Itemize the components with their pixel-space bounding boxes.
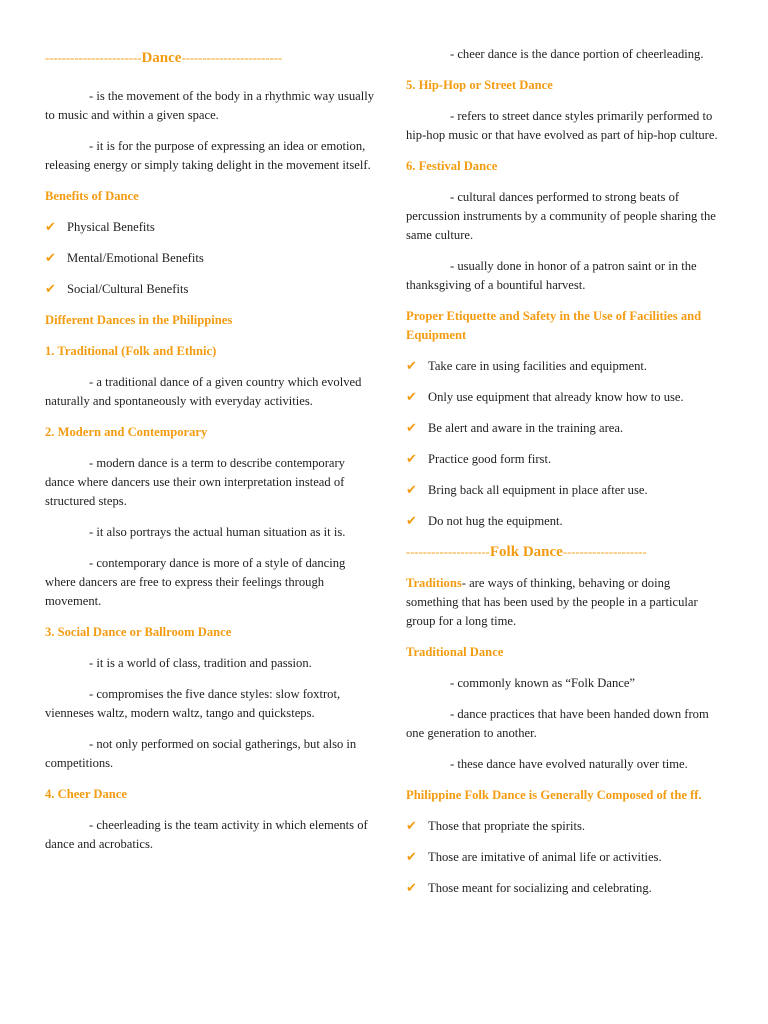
right-column <box>406 0 724 898</box>
list-item-text: Those are imitative of animal life or activities. <box>428 850 662 864</box>
list-item <box>406 817 724 836</box>
list-item-text: Take care in using facilities and equipment. <box>428 359 648 373</box>
section-heading: 1. Traditional (Folk and Ethnic) <box>45 344 217 358</box>
checkmark-icon: ✔ <box>406 850 417 865</box>
checkmark-icon: ✔ <box>406 390 417 405</box>
list-item <box>406 481 724 500</box>
checkmark-icon: ✔ <box>406 359 417 374</box>
list-item-text: Physical Benefits <box>67 220 155 234</box>
etiquette-heading: Proper Etiquette and Safety in the Use of Facilities and Equipment <box>406 309 702 342</box>
list-item-text: Those meant for socializing and celebrating. <box>428 881 652 895</box>
banner-title: Folk Dance <box>489 544 563 560</box>
checkmark-icon: ✔ <box>45 251 56 266</box>
list-item <box>406 879 724 898</box>
traditions-definition <box>406 574 724 631</box>
banner-title: Dance <box>141 50 182 66</box>
list-item-text: Only use equipment that already know how to use. <box>428 390 684 404</box>
list-item <box>406 388 724 407</box>
section-heading: Philippine Folk Dance is Generally Composed of the ff. <box>406 788 702 802</box>
list-item-text: Social/Cultural Benefits <box>67 282 189 296</box>
list-item <box>406 357 724 376</box>
paragraph: - a traditional dance of a given country which evolved naturally and spontaneously with everyday activities. <box>45 375 362 408</box>
banner-dashes: ----------------------- <box>45 51 142 65</box>
checkmark-icon: ✔ <box>406 514 417 529</box>
benefits-list <box>45 218 375 299</box>
banner-dashes: ------------------------ <box>181 51 283 65</box>
checkmark-icon: ✔ <box>45 282 56 297</box>
section-heading: Traditional Dance <box>406 645 504 659</box>
different-dances-heading: Different Dances in the Philippines <box>45 313 233 327</box>
section-heading: 2. Modern and Contemporary <box>45 425 208 439</box>
paragraph: - cheerleading is the team activity in which elements of dance and acrobatics. <box>45 818 368 851</box>
left-column <box>45 0 375 854</box>
list-item-text: Do not hug the equipment. <box>428 514 563 528</box>
paragraph: - contemporary dance is more of a style of dancing where dancers are free to express their feelings through movement. <box>45 556 346 608</box>
checkmark-icon: ✔ <box>406 881 417 896</box>
dance-definition: - it is for the purpose of expressing an idea or emotion, releasing energy or simply taking delight in the movement itself. <box>45 139 371 172</box>
dance-banner <box>45 49 375 68</box>
checkmark-icon: ✔ <box>406 819 417 834</box>
dance-definition: - is the movement of the body in a rhythmic way usually to music and within a given space. <box>45 89 375 122</box>
list-item <box>45 249 375 268</box>
paragraph: - compromises the five dance styles: slow foxtrot, vienneses waltz, modern waltz, tango and quicksteps. <box>45 687 341 720</box>
paragraph: - usually done in honor of a patron saint or in the thanksgiving of a bountiful harvest. <box>406 259 697 292</box>
paragraph: - refers to street dance styles primarily performed to hip-hop music or that have evolved as part of hip-hop culture. <box>406 109 718 142</box>
paragraph: - commonly known as “Folk Dance” <box>450 676 636 690</box>
section-heading: 6. Festival Dance <box>406 159 498 173</box>
paragraph: - it also portrays the actual human situation as it is. <box>89 525 346 539</box>
section-heading: 3. Social Dance or Ballroom Dance <box>45 625 232 639</box>
banner-dashes: -------------------- <box>562 545 647 559</box>
section-heading: 4. Cheer Dance <box>45 787 127 801</box>
list-item <box>406 450 724 469</box>
folk-dance-banner <box>406 543 724 562</box>
benefits-heading: Benefits of Dance <box>45 189 139 203</box>
section-heading: 5. Hip-Hop or Street Dance <box>406 78 553 92</box>
paragraph: - it is a world of class, tradition and passion. <box>89 656 312 670</box>
etiquette-list <box>406 357 724 531</box>
list-item-text: Be alert and aware in the training area. <box>428 421 624 435</box>
checkmark-icon: ✔ <box>406 421 417 436</box>
paragraph: - not only performed on social gatherings, but also in competitions. <box>45 737 357 770</box>
list-item-text: Those that propriate the spirits. <box>428 819 586 833</box>
philippine-folk-list <box>406 817 724 898</box>
list-item <box>45 280 375 299</box>
banner-dashes: -------------------- <box>406 545 490 559</box>
list-item-text: Practice good form first. <box>428 452 552 466</box>
checkmark-icon: ✔ <box>45 220 56 235</box>
paragraph: - these dance have evolved naturally over time. <box>450 757 688 771</box>
paragraph: - modern dance is a term to describe contemporary dance where dancers use their own interpretation instead of structured steps. <box>45 456 345 508</box>
paragraph: - cheer dance is the dance portion of cheerleading. <box>450 47 704 61</box>
list-item <box>406 419 724 438</box>
list-item <box>45 218 375 237</box>
list-item <box>406 512 724 531</box>
checkmark-icon: ✔ <box>406 483 417 498</box>
list-item-text: Bring back all equipment in place after use. <box>428 483 648 497</box>
traditions-term: Traditions <box>406 576 462 590</box>
paragraph: - cultural dances performed to strong beats of percussion instruments by a community of people sharing the same culture. <box>406 190 716 242</box>
list-item-text: Mental/Emotional Benefits <box>67 251 204 265</box>
traditions-text: - are ways of thinking, behaving or doing something that has been used by the people in a particular group for a long time. <box>406 576 698 628</box>
paragraph: - dance practices that have been handed down from one generation to another. <box>406 707 709 740</box>
list-item <box>406 848 724 867</box>
checkmark-icon: ✔ <box>406 452 417 467</box>
